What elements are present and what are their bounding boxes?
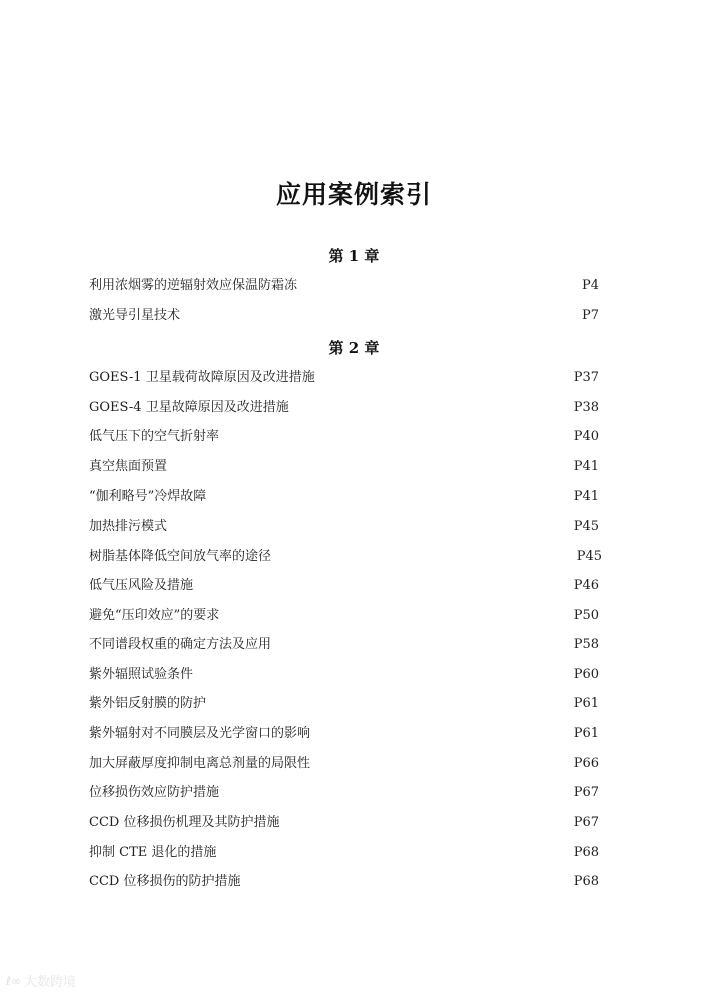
index-entry	[89, 368, 599, 388]
entry-page: P41	[573, 489, 599, 504]
entry-page: P7	[581, 308, 599, 323]
entry-title: 紫外铝反射膜的防护	[89, 696, 207, 711]
entry-page: P50	[573, 608, 599, 623]
entry-title: 抑制 CTE 退化的措施	[89, 845, 217, 860]
index-entry	[89, 813, 599, 833]
chapter-heading-2: 第 2 章	[328, 339, 380, 357]
index-entry	[89, 872, 599, 892]
entry-title: GOES-1 卫星载荷故障原因及改进措施	[89, 370, 315, 385]
entry-title: 低气压下的空气折射率	[89, 429, 220, 444]
index-entry	[89, 306, 599, 326]
entry-title: 树脂基体降低空间放气率的途径	[89, 549, 272, 564]
index-entry	[89, 398, 599, 418]
entry-page: P60	[573, 667, 599, 682]
entry-title: 位移损伤效应防护措施	[89, 785, 220, 800]
entry-page: P61	[573, 696, 599, 711]
index-entry	[89, 724, 599, 744]
index-entry	[89, 576, 599, 596]
entry-title: 低气压风险及措施	[89, 578, 194, 593]
entry-title: 紫外辐照试验条件	[89, 667, 194, 682]
entry-page: P68	[573, 845, 599, 860]
index-entry	[89, 783, 599, 803]
entry-page: P45	[573, 519, 599, 534]
entry-page: P67	[573, 785, 599, 800]
entry-page: P61	[573, 726, 599, 741]
entry-title: CCD 位移损伤机理及其防护措施	[89, 815, 280, 830]
entry-title: 激光导引星技术	[89, 308, 181, 323]
entry-title: 真空焦面预置	[89, 459, 168, 474]
watermark-text: 大数跨境	[23, 975, 76, 990]
entry-title: 不同谱段权重的确定方法及应用	[89, 637, 272, 652]
index-entry	[89, 427, 599, 447]
entry-page: P45	[576, 549, 602, 564]
entry-title: “伽利略号”冷焊故障	[89, 489, 207, 504]
watermark	[6, 971, 76, 990]
index-entry	[89, 547, 602, 567]
index-entry	[89, 754, 599, 774]
page-title: 应用案例索引	[275, 179, 432, 209]
index-entry	[89, 517, 599, 537]
entry-page: P67	[573, 815, 599, 830]
index-entry	[89, 635, 599, 655]
chapter-heading-1: 第 1 章	[328, 247, 380, 265]
entry-title: 避免“压印效应”的要求	[89, 608, 220, 623]
entry-title: 加热排污模式	[89, 519, 168, 534]
entry-title: 利用浓烟雾的逆辐射效应保温防霜冻	[89, 278, 298, 293]
entry-title: 紫外辐射对不同膜层及光学窗口的影响	[89, 726, 311, 741]
entry-page: P46	[573, 578, 599, 593]
entry-page: P41	[573, 459, 599, 474]
entry-page: P4	[581, 278, 599, 293]
entry-page: P68	[573, 874, 599, 889]
entry-page: P40	[573, 429, 599, 444]
index-entry	[89, 843, 599, 863]
index-entry	[89, 457, 599, 477]
index-entry	[89, 665, 599, 685]
index-entry	[89, 694, 599, 714]
entry-title: 加大屏蔽厚度抑制电离总剂量的局限性	[89, 756, 311, 771]
index-entry	[89, 276, 599, 296]
entry-page: P58	[573, 637, 599, 652]
entry-page: P37	[573, 370, 599, 385]
entry-title: GOES-4 卫星故障原因及改进措施	[89, 400, 289, 415]
entry-page: P38	[573, 400, 599, 415]
index-entry	[89, 487, 599, 507]
watermark-logo-icon: ℓ∞	[6, 973, 21, 988]
index-entry	[89, 606, 599, 626]
entry-title: CCD 位移损伤的防护措施	[89, 874, 241, 889]
entry-page: P66	[573, 756, 599, 771]
